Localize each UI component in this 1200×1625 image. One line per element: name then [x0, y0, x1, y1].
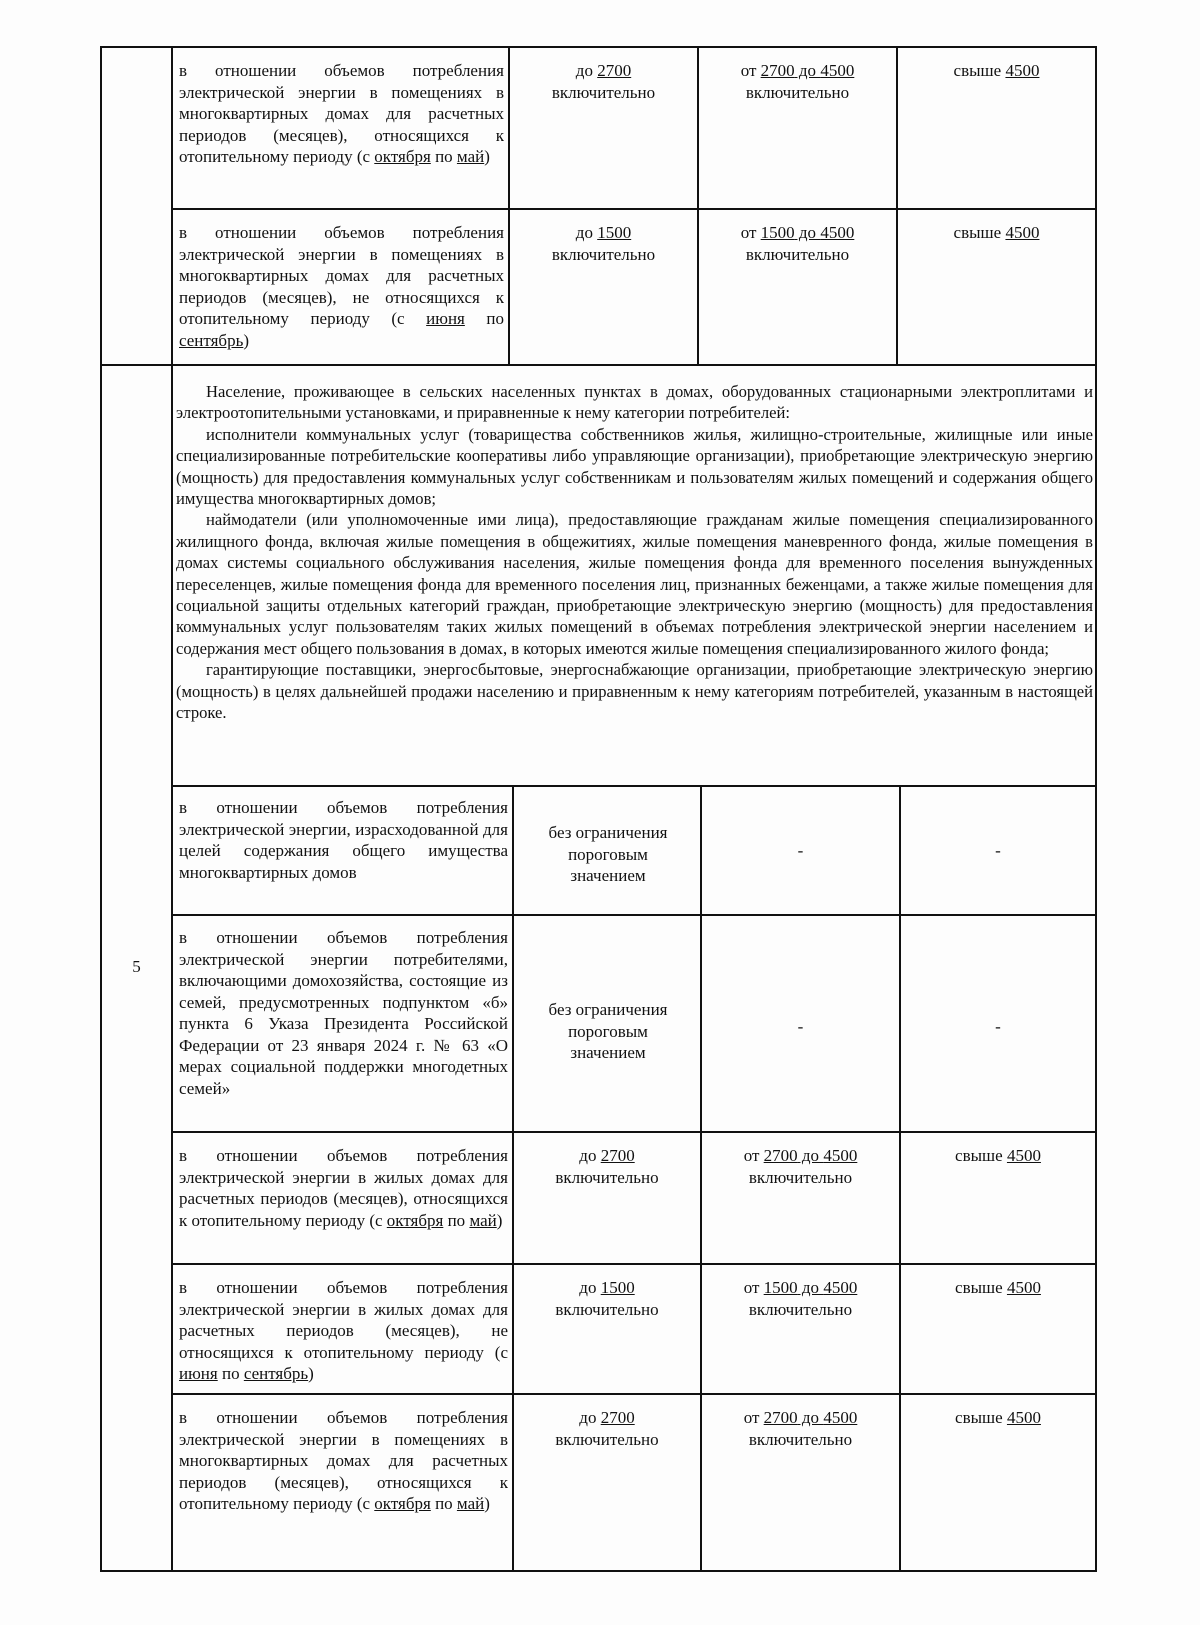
table-right-border — [1095, 46, 1097, 1572]
row-divider-3 — [172, 914, 1097, 916]
section-paragraph-4: гарантирующие поставщики, энергосбытовые, энергоснабжающие организации, приобретающие электрическую энергию (мощность) в целях дальнейшей продажи населению и приравненным к нему категориям потребителей, указанным в настоящей строке. — [176, 660, 1093, 723]
row-houses-heating-threshold-2: от 2700 до 4500 включительно — [743, 1146, 858, 1187]
section-divider — [100, 364, 1097, 366]
bottom-col-sep-3 — [899, 785, 901, 1572]
number-column-separator — [171, 46, 173, 1572]
row-apartments-heating-threshold-1: до 2700 включительно — [555, 1408, 659, 1449]
row-divider-4 — [172, 1131, 1097, 1133]
top-row-1-threshold-2: от 2700 до 4500 включительно — [740, 61, 855, 102]
section-paragraph-1: Население, проживающее в сельских населенных пунктах в домах, оборудованных стационарными электроплитами и электроотопительными установками, и приравненные к нему категории потребителей: — [176, 382, 1093, 423]
row-houses-heating-threshold-3: свыше 4500 — [955, 1146, 1041, 1165]
row-divider-6 — [172, 1393, 1097, 1395]
row-large-families-description: в отношении объемов потребления электрической энергии потребителями, включающими домохозяйства, состоящие из семей, предусмотренных подпунктом «б» пункта 6 Указа Президента Российской Федерации от 23 января 2024 г. № 63 «О мерах социальной поддержки многодетных семей» — [179, 928, 508, 1098]
section-paragraph-3: наймодатели (или уполномоченные ими лица), предоставляющие гражданам жилые помещения специализированного жилищного фонда, включая жилые помещения в общежитиях, жилые помещения маневренного фонда, жилые помещения в домах системы социального обслуживания населения, жилые помещения фонда для временного поселения вынужденных переселенцев, жилые помещения фонда для временного поселения лиц, признанных беженцами, а также жилые помещения для социальной защиты отдельных категорий граждан, приобретающие электрическую энергию (мощность) для предоставления коммунальных услуг пользователям таких жилых помещений в объемах потребления электрической энергии населением и содержания мест общего пользования в домах, в которых имеются жилые помещения специализированного жилого фонда; — [176, 510, 1093, 658]
row-houses-nonheating-threshold-2: от 1500 до 4500 включительно — [743, 1278, 858, 1319]
row-common-property-threshold-2: - — [797, 841, 804, 860]
table-left-border — [100, 46, 102, 1572]
row-houses-heating-description: в отношении объемов потребления электрической энергии в жилых домах для расчетных периодов (месяцев), относящихся к отопительному периоду (с октября по май) — [179, 1146, 508, 1230]
row-common-property-threshold-1: без ограничения пороговым значением — [548, 823, 668, 885]
row-large-families-threshold-3: - — [995, 1017, 1001, 1036]
row-houses-nonheating-threshold-3: свыше 4500 — [955, 1278, 1041, 1297]
row-common-property-threshold-3: - — [995, 841, 1001, 860]
row-divider-1 — [172, 208, 1097, 210]
top-row-2-threshold-2: от 1500 до 4500 включительно — [740, 223, 855, 264]
section-number: 5 — [132, 957, 141, 976]
section-description — [176, 381, 1093, 724]
row-houses-nonheating-description: в отношении объемов потребления электрической энергии в жилых домах для расчетных периодов (месяцев), не относящихся к отопительному периоду (с июня по сентябрь) — [179, 1278, 508, 1383]
section-paragraph-2: исполнители коммунальных услуг (товарищества собственников жилья, жилищно-строительные, жилищные или иные специализированные потребительские кооперативы либо управляющие организации), приобретающие электрическую энергию (мощность) для предоставления коммунальных услуг собственникам и пользователям жилых помещений и содержания общего имущества многоквартирных домов; — [176, 424, 1093, 509]
row-houses-nonheating-threshold-1: до 1500 включительно — [555, 1278, 659, 1319]
row-houses-heating-threshold-1: до 2700 включительно — [555, 1146, 659, 1187]
top-row-2-description: в отношении объемов потребления электрической энергии в помещениях в многоквартирных домах для расчетных периодов (месяцев), не относящихся к отопительному периоду (с июня по сентябрь) — [179, 223, 504, 350]
row-apartments-heating-description: в отношении объемов потребления электрической энергии в помещениях в многоквартирных домах для расчетных периодов (месяцев), относящихся к отопительному периоду (с октября по май) — [179, 1408, 508, 1513]
top-row-1-threshold-1: до 2700 включительно — [551, 61, 656, 102]
row-divider-5 — [172, 1263, 1097, 1265]
top-row-1-description: в отношении объемов потребления электрической энергии в помещениях в многоквартирных домах для расчетных периодов (месяцев), относящихся к отопительному периоду (с октября по май) — [179, 61, 504, 166]
top-row-2-threshold-1: до 1500 включительно — [551, 223, 656, 264]
top-row-1-threshold-3: свыше 4500 — [953, 61, 1040, 80]
top-col-sep-3 — [896, 46, 898, 364]
row-apartments-heating-threshold-3: свыше 4500 — [955, 1408, 1041, 1427]
row-large-families-threshold-1: без ограничения пороговым значением — [548, 1000, 668, 1062]
table-bottom-border — [101, 1570, 1097, 1572]
top-row-2-threshold-3: свыше 4500 — [953, 223, 1040, 242]
table-top-border — [100, 46, 1097, 48]
paragraph-bottom-divider — [172, 785, 1097, 787]
row-common-property-description: в отношении объемов потребления электрической энергии, израсходованной для целей содержания общего имущества многоквартирных домов — [179, 798, 508, 882]
row-large-families-threshold-2: - — [797, 1017, 804, 1036]
row-apartments-heating-threshold-2: от 2700 до 4500 включительно — [743, 1408, 858, 1449]
